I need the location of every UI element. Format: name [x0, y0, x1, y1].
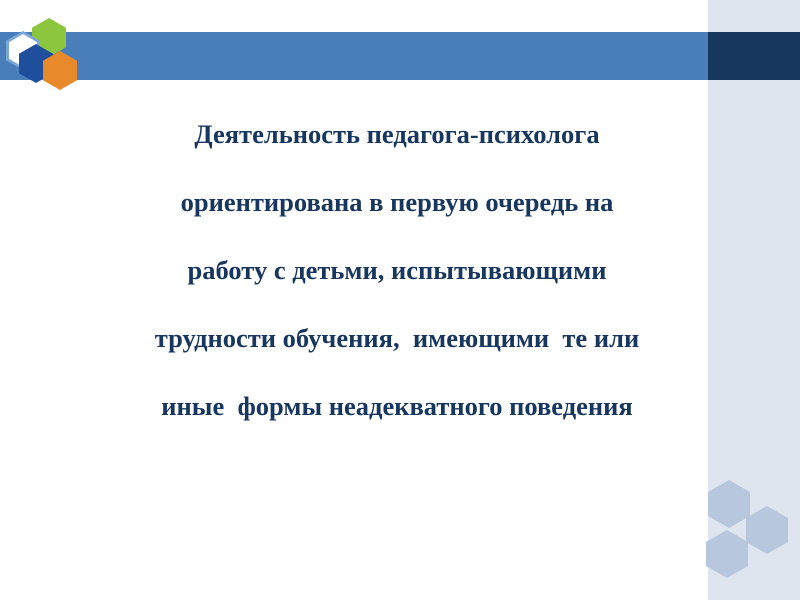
- hexagon-logo-cluster: [6, 18, 102, 98]
- top-banner-end-cap: [708, 32, 800, 80]
- slide-text-block: [22, 100, 772, 440]
- slide-text-line-4: трудности обучения, имеющими те или: [154, 323, 640, 353]
- slide-text-line-1: Деятельность педагога-психолога: [194, 119, 600, 149]
- slide-text-line-5: иные формы неадекватного поведения: [161, 391, 633, 421]
- top-banner-bar: [0, 32, 800, 80]
- slide-text-line-3: работу с детьми, испытывающими: [187, 255, 607, 285]
- slide-text-line-2: ориентирована в первую очередь на: [180, 187, 614, 217]
